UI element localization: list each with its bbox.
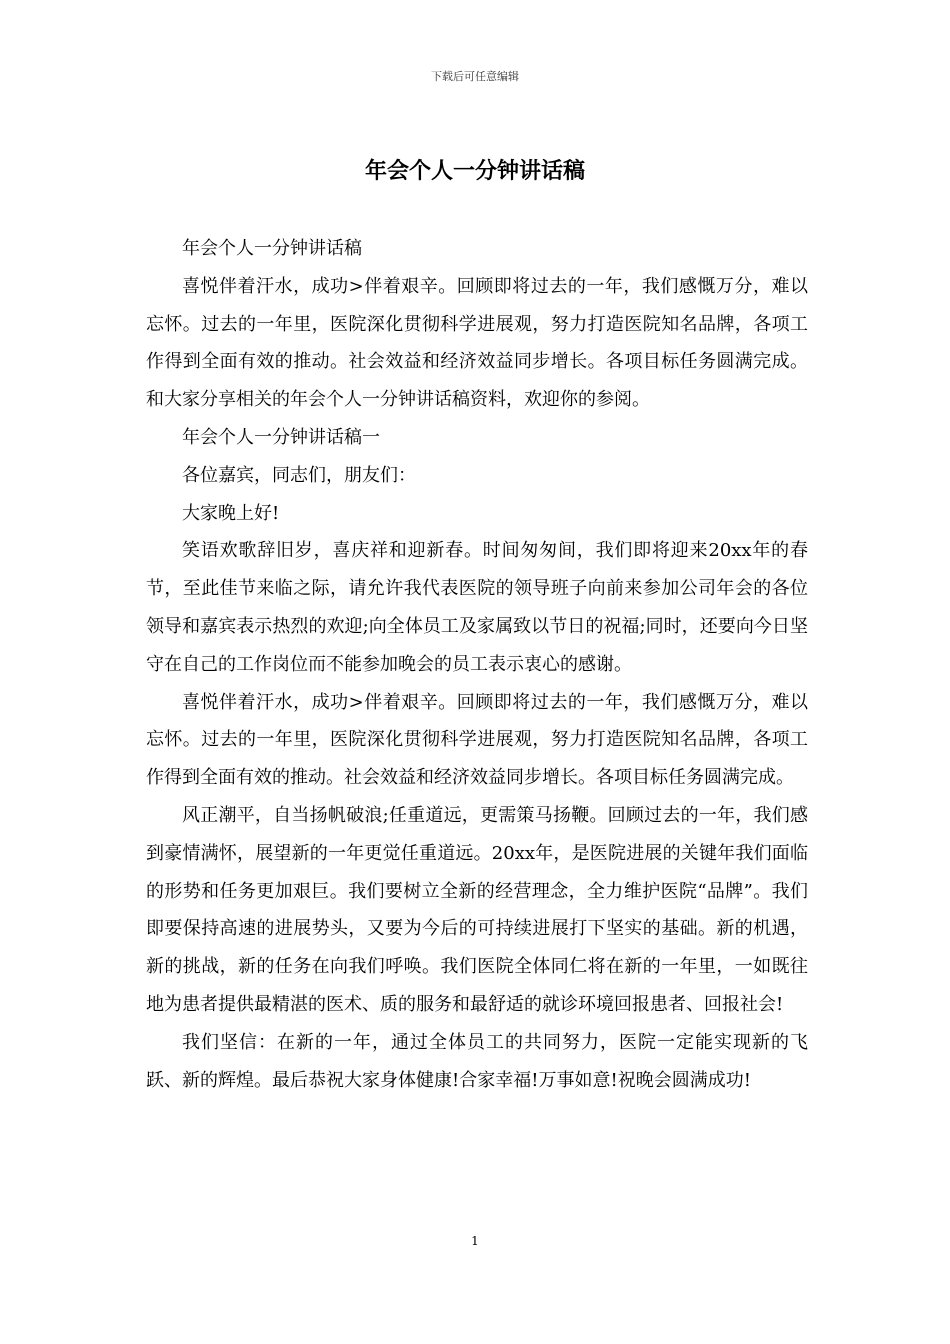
header-note: 下载后可任意编辑 bbox=[431, 70, 519, 83]
paragraph-greeting: 大家晚上好! bbox=[182, 502, 280, 524]
document-title: 年会个人一分钟讲话稿 bbox=[364, 158, 585, 184]
paragraph-review: 喜悦伴着汗水，成功>伴着艰辛。回顾即将过去的一年，我们感慨万分，难以忘怀。过去的一年里，医院深化贯彻科学进展观，努力打造医院知名品牌，各项工作得到全面有效的推动。社会效益和经济效益同步增长。各项目标任务圆满完成。 bbox=[146, 691, 808, 789]
paragraph-subtitle: 年会个人一分钟讲话稿 bbox=[182, 238, 362, 259]
paragraph-welcome: 笑语欢歌辞旧岁，喜庆祥和迎新春。时间匆匆间，我们即将迎来20xx年的春节，至此佳节来临之际，请允许我代表医院的领导班子向前来参加公司年会的各位领导和嘉宾表示热烈的欢迎;向全体员工及家属致以节日的祝福;同时，还要向今日坚守在自己的工作岗位而不能参加晚会的员工表示衷心的感谢。 bbox=[146, 540, 808, 675]
paragraph-closing: 我们坚信：在新的一年，通过全体员工的共同努力，医院一定能实现新的飞跃、新的辉煌。最后恭祝大家身体健康!合家幸福!万事如意!祝晚会圆满成功! bbox=[146, 1031, 808, 1091]
paragraph-intro: 喜悦伴着汗水，成功>伴着艰辛。回顾即将过去的一年，我们感慨万分，难以忘怀。过去的一年里，医院深化贯彻科学进展观，努力打造医院知名品牌，各项工作得到全面有效的推动。社会效益和经济效益同步增长。各项目标任务圆满完成。和大家分享相关的年会个人一分钟讲话稿资料，欢迎你的参阅。 bbox=[146, 275, 808, 411]
paragraph-section-heading: 年会个人一分钟讲话稿一 bbox=[182, 426, 380, 448]
paragraph-outlook: 风正潮平，自当扬帆破浪;任重道远，更需策马扬鞭。回顾过去的一年，我们感到豪情满怀，展望新的一年更觉任重道远。20xx年，是医院进展的关键年我们面临的形势和任务更加艰巨。我们要树立全新的经营理念，全力维护医院“品牌”。我们即要保持高速的进展势头，又要为今后的可持续进展打下坚实的基础。新的机遇，新的挑战，新的任务在向我们呼唤。我们医院全体同仁将在新的一年里，一如既往地为患者提供最精湛的医术、质的服务和最舒适的就诊环境回报患者、回报社会! bbox=[146, 804, 808, 1015]
page-number: 1 bbox=[471, 1234, 479, 1248]
paragraph-salutation: 各位嘉宾，同志们，朋友们： bbox=[182, 464, 416, 486]
document-body bbox=[146, 230, 808, 1099]
